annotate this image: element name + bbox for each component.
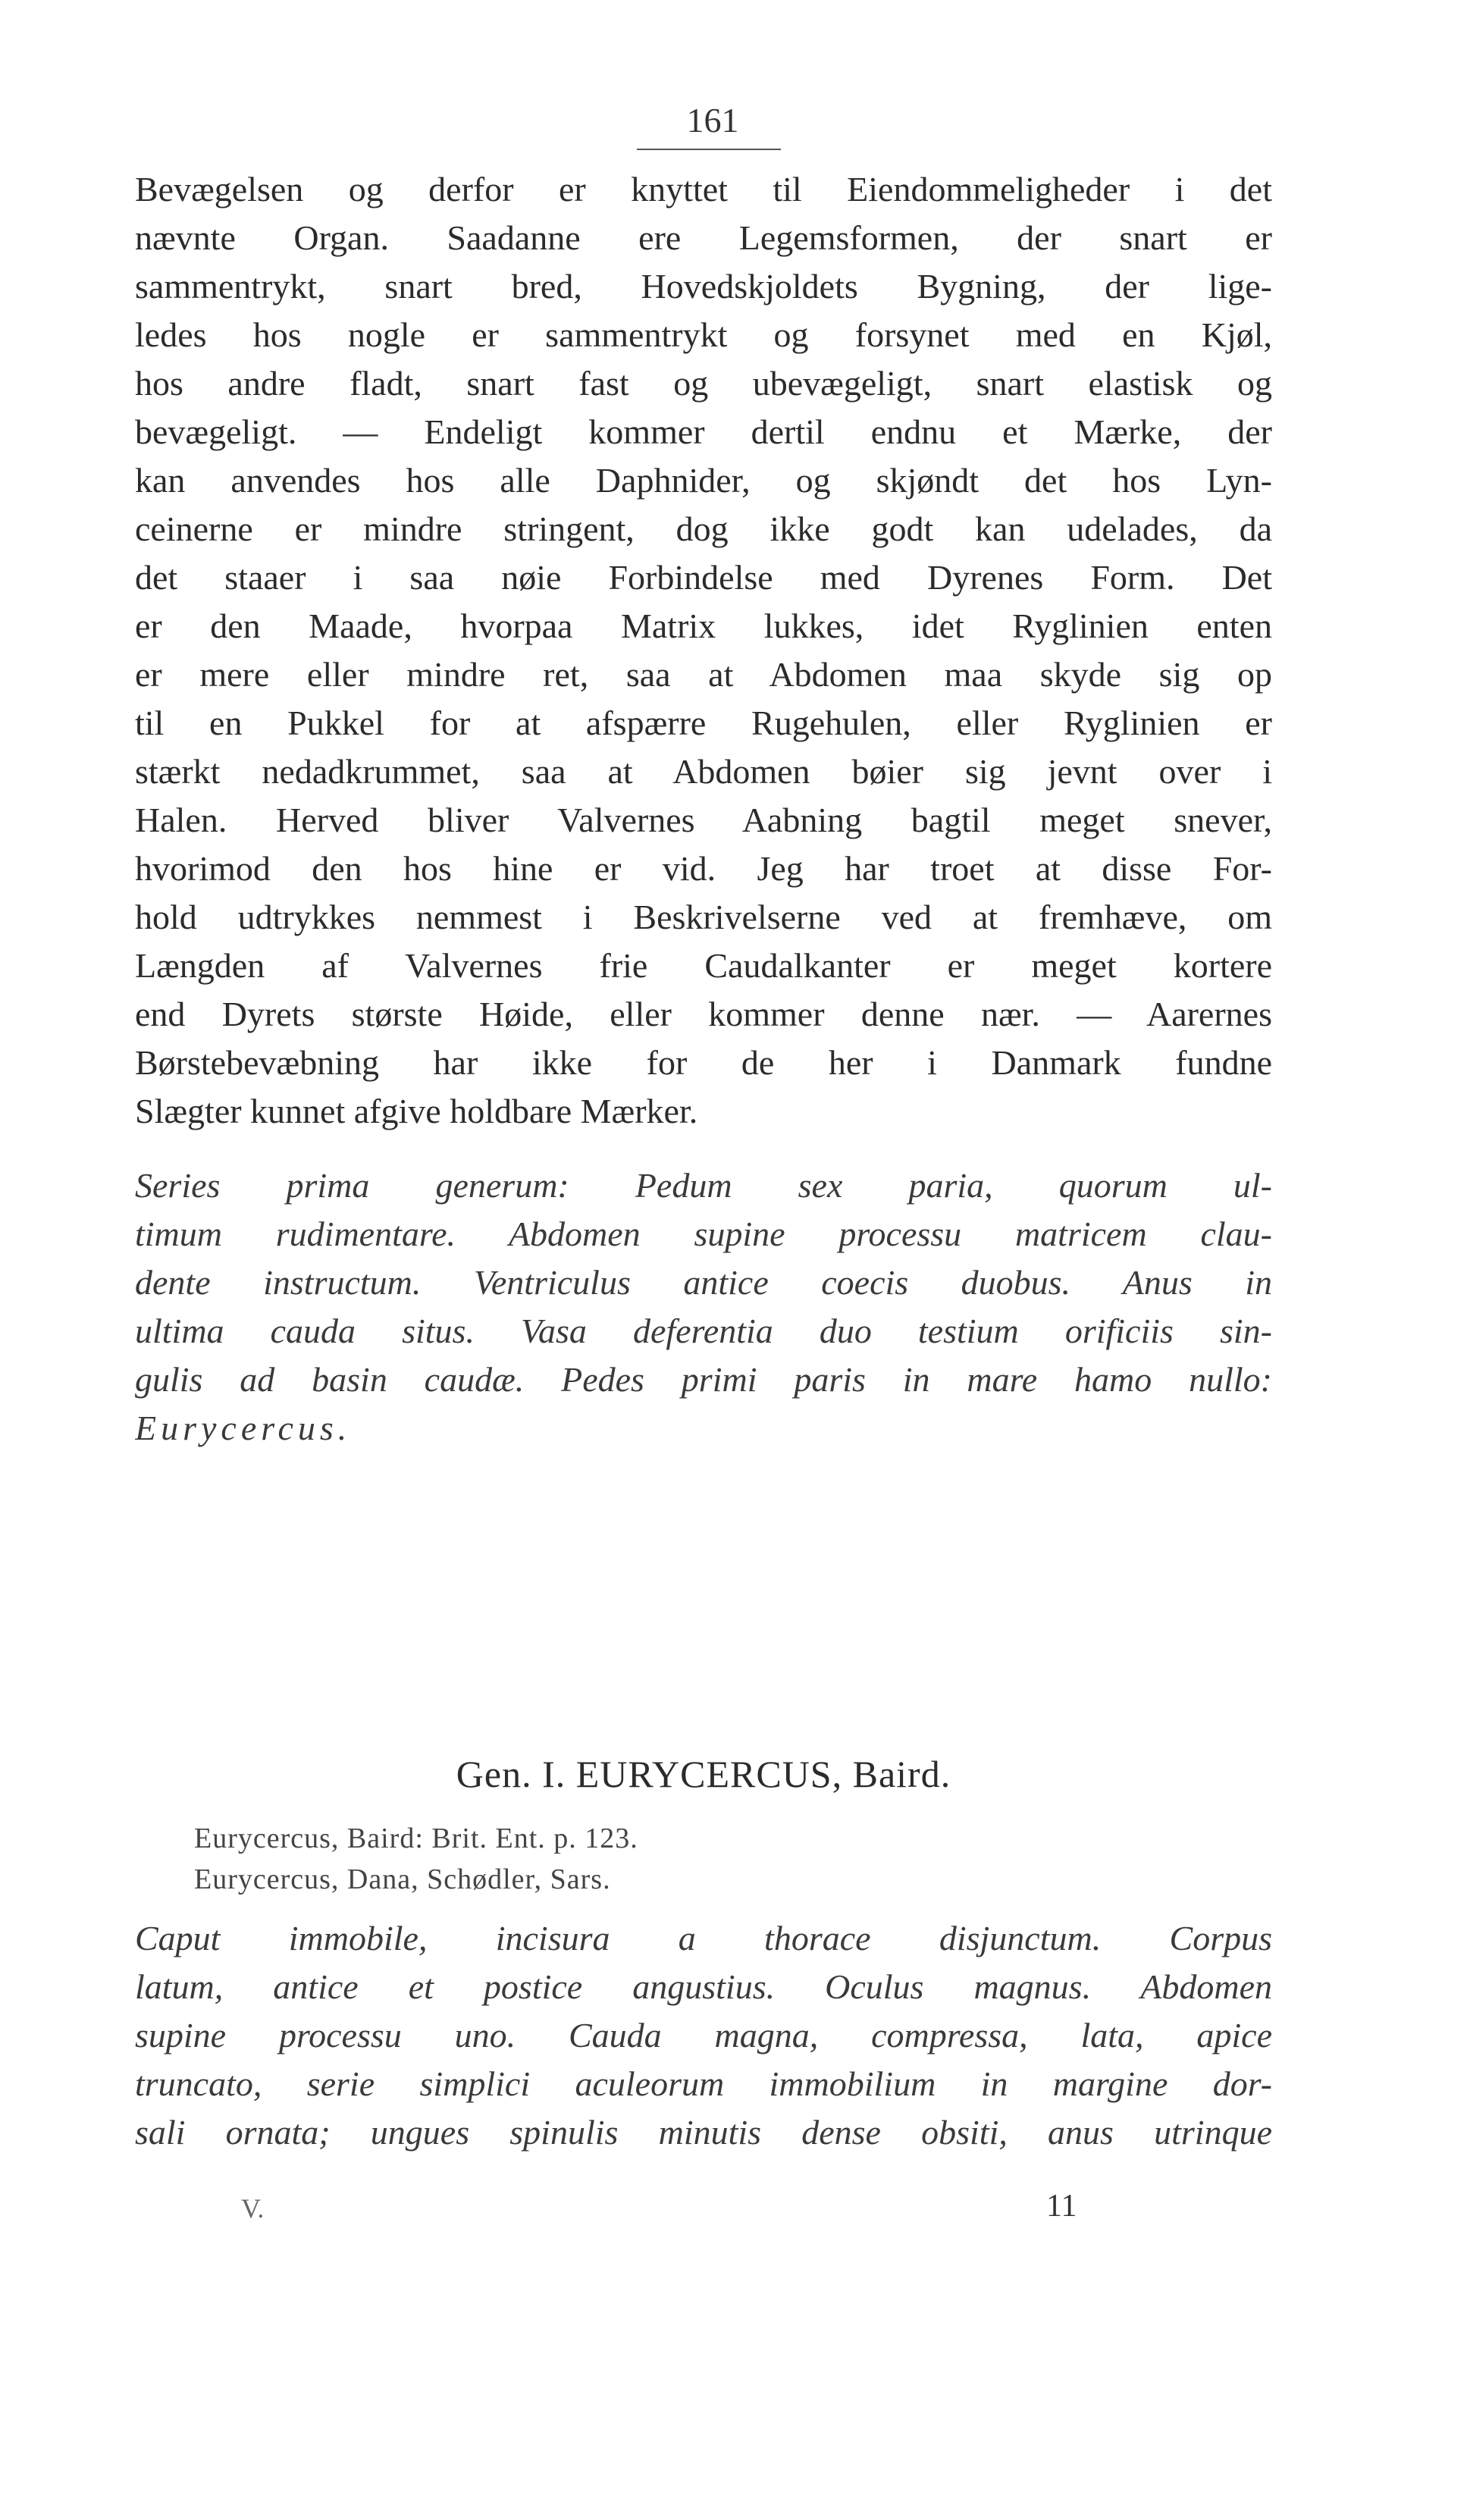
series-line: gulis ad basin caudæ. Pedes primi paris in mare hamo nullo: <box>135 1360 1272 1399</box>
text-line: Slægter kunnet afgive holdbare Mærker. <box>135 1092 698 1130</box>
text-line: til en Pukkel for at afspærre Rugehulen, eller Ryglinien er <box>135 704 1272 742</box>
series-line: dente instructum. Ventriculus antice coecis duobus. Anus in <box>135 1263 1272 1302</box>
signature-mark: V. <box>241 2193 265 2224</box>
genus-diagnosis <box>135 1914 1272 2157</box>
text-line: Længden af Valvernes frie Caudalkanter er meget kortere <box>135 946 1272 985</box>
diagnosis-line: supine processu uno. Cauda magna, compressa, lata, apice <box>135 2016 1272 2055</box>
text-line: stærkt nedadkrummet, saa at Abdomen bøier sig jevnt over i <box>135 752 1272 791</box>
text-line: hold udtrykkes nemmest i Beskrivelserne ved at fremhæve, om <box>135 898 1272 936</box>
synonym-line: Eurycercus, Baird: Brit. Ent. p. 123. <box>194 1823 638 1854</box>
synonym-line: Eurycercus, Dana, Schødler, Sars. <box>194 1863 611 1895</box>
series-line: Eurycercus. <box>135 1409 352 1447</box>
text-line: nævnte Organ. Saadanne ere Legemsformen, der snart er <box>135 218 1272 257</box>
text-line: hos andre fladt, snart fast og ubevægeligt, snart elastisk og <box>135 364 1272 403</box>
text-line: ledes hos nogle er sammentrykt og forsynet med en Kjøl, <box>135 315 1272 354</box>
text-line: er den Maade, hvorpaa Matrix lukkes, idet Ryglinien enten <box>135 606 1272 645</box>
diagnosis-line: truncato, serie simplici aculeorum immobilium in margine dor- <box>135 2064 1272 2103</box>
diagnosis-line: Caput immobile, incisura a thorace disjunctum. Corpus <box>135 1919 1272 1957</box>
sheet-number: 11 <box>1046 2189 1077 2224</box>
series-line: timum rudimentare. Abdomen supine processu matricem clau- <box>135 1215 1272 1253</box>
text-line: er mere eller mindre ret, saa at Abdomen maa skyde sig op <box>135 655 1272 694</box>
text-line: det staaer i saa nøie Forbindelse med Dyrenes Form. Det <box>135 558 1272 597</box>
text-line: Børstebevæbning har ikke for de her i Danmark fundne <box>135 1043 1272 1082</box>
series-line: ultima cauda situs. Vasa deferentia duo testium orificiis sin- <box>135 1312 1272 1350</box>
text-line: end Dyrets største Høide, eller kommer denne nær. — Aarernes <box>135 995 1272 1033</box>
text-line: Bevægelsen og derfor er knyttet til Eiendommeligheder i det <box>135 170 1272 208</box>
synonym-list <box>194 1818 1255 1900</box>
page-number-rule <box>637 149 781 150</box>
page-number: 161 <box>686 101 739 139</box>
text-line: ceinerne er mindre stringent, dog ikke godt kan udelades, da <box>135 509 1272 548</box>
paragraph-main <box>135 165 1272 1453</box>
genus-heading: Gen. I. EURYCERCUS, Baird. <box>456 1753 951 1795</box>
text-line: hvorimod den hos hine er vid. Jeg har troet at disse For- <box>135 849 1272 888</box>
series-line: Series prima generum: Pedum sex paria, quorum ul- <box>135 1166 1272 1205</box>
diagnosis-line: sali ornata; ungues spinulis minutis dense obsiti, anus utrinque <box>135 2113 1272 2152</box>
diagnosis-line: latum, antice et postice angustius. Oculus magnus. Abdomen <box>135 1967 1272 2006</box>
text-line: Halen. Herved bliver Valvernes Aabning bagtil meget snever, <box>135 801 1272 839</box>
text-line: sammentrykt, snart bred, Hovedskjoldets Bygning, der lige- <box>135 267 1272 306</box>
text-line: bevægeligt. — Endeligt kommer dertil endnu et Mærke, der <box>135 412 1272 451</box>
text-line: kan anvendes hos alle Daphnider, og skjøndt det hos Lyn- <box>135 461 1272 500</box>
